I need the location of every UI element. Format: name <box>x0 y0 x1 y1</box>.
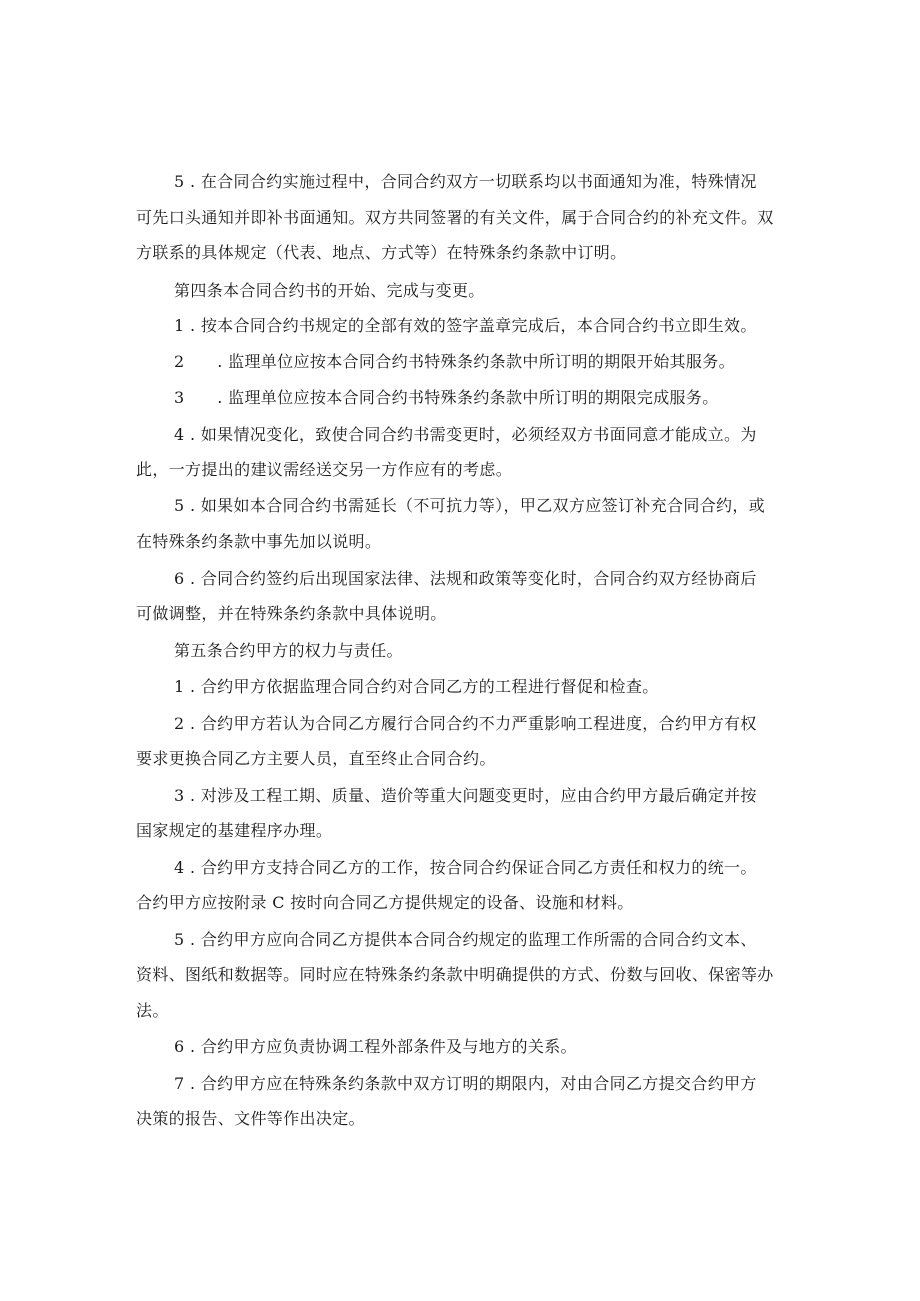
paragraph-line: 1 . 合约甲方依据监理合同合约对合同乙方的工程进行督促和检查。 <box>174 677 659 696</box>
paragraph-line: 国家规定的基建程序办理。 <box>136 821 333 840</box>
paragraph-line: 1 . 按本合同合约书规定的全部有效的签字盖章完成后，本合同合约书立即生效。 <box>174 316 757 335</box>
paragraph-line: 可做调整，并在特殊条约条款中具体说明。 <box>136 604 447 623</box>
paragraph-line: 6 . 合约甲方应负责协调工程外部条件及与地方的关系。 <box>174 1037 577 1056</box>
paragraph-line: 6 . 合同合约签约后出现国家法律、法规和政策等变化时，合同合约双方经协商后 <box>174 569 757 588</box>
paragraph-line: 7 . 合约甲方应在特殊条约条款中双方订明的期限内，对由合同乙方提交合约甲方 <box>174 1074 757 1093</box>
paragraph-line: 合约甲方应按附录 C 按时向合同乙方提供规定的设备、设施和材料。 <box>136 893 634 912</box>
paragraph-line: 资料、图纸和数据等。同时应在特殊条约条款中明确提供的方式、份数与回收、保密等办 <box>136 965 774 984</box>
paragraph-line: 可先口头通知并即补书面通知。双方共同签署的有关文件，属于合同合约的补充文件。双 <box>136 208 774 227</box>
paragraph-line: 方联系的具体规定（代表、地点、方式等）在特殊条约条款中订明。 <box>136 243 627 262</box>
paragraph-line: 3 . 对涉及工程工期、质量、造价等重大问题变更时，应由合约甲方最后确定并按 <box>174 786 757 805</box>
paragraph-line: 4 . 如果情况变化，致使合同合约书需变更时，必须经双方书面同意才能成立。为 <box>174 425 757 444</box>
section-heading: 第五条合约甲方的权力与责任。 <box>174 641 403 660</box>
paragraph-line: 此，一方提出的建议需经送交另一方作应有的考虑。 <box>136 460 513 479</box>
paragraph-line: 5 . 合约甲方应向合同乙方提供本合同合约规定的监理工作所需的合同合约文本、 <box>174 930 757 949</box>
paragraph-line: 决策的报告、文件等作出决定。 <box>136 1109 365 1128</box>
paragraph-line: 4 . 合约甲方支持合同乙方的工作，按合同合约保证合同乙方责任和权力的统一。 <box>174 858 757 877</box>
paragraph-line: 2 . 合约甲方若认为合同乙方履行合同合约不力严重影响工程进度，合约甲方有权 <box>174 714 757 733</box>
paragraph-line: 在特殊条约条款中事先加以说明。 <box>136 532 382 551</box>
paragraph-line: 法。 <box>136 1001 169 1020</box>
paragraph-line: 要求更换合同乙方主要人员，直至终止合同合约。 <box>136 749 496 768</box>
paragraph-line: 5 . 在合同合约实施过程中，合同合约双方一切联系均以书面通知为准，特殊情况 <box>174 172 757 191</box>
paragraph-line: 3 . 监理单位应按本合同合约书特殊条约条款中所订明的期限完成服务。 <box>174 388 719 407</box>
paragraph-line: 5 . 如果如本合同合约书需延长（不可抗力等），甲乙双方应签订补充合同合约，或 <box>174 496 766 515</box>
paragraph-line: 2 . 监理单位应按本合同合约书特殊条约条款中所订明的期限开始其服务。 <box>174 352 735 371</box>
section-heading: 第四条本合同合约书的开始、完成与变更。 <box>174 281 485 300</box>
